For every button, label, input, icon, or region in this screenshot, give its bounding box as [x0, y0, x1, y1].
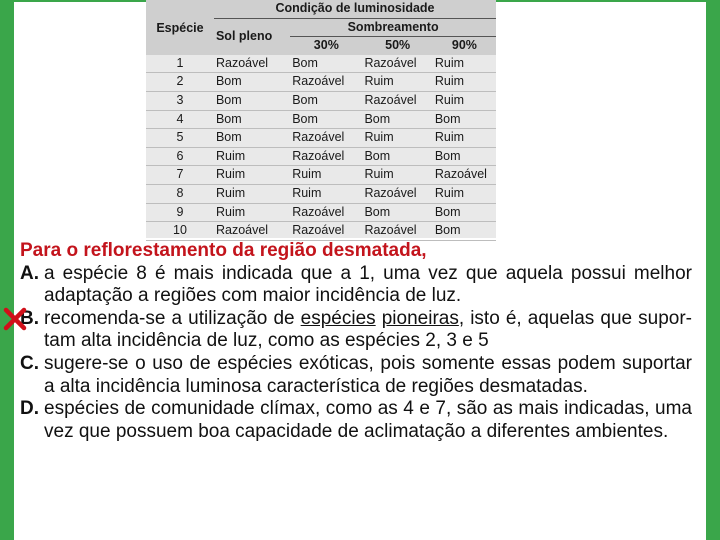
table-row [146, 129, 496, 148]
option-b[interactable] [20, 308, 692, 353]
cell-shade-90: Ruim [433, 91, 496, 110]
option-b-underlined-1: espécies [300, 307, 376, 329]
option-c-letter: C. [20, 352, 39, 374]
cell-shade-90: Ruim [433, 55, 496, 73]
cell-shade-30: Razoável [290, 129, 362, 148]
table-row [146, 110, 496, 129]
option-b-underlined-2: pioneiras [381, 307, 459, 329]
cell-shade-50: Bom [362, 203, 432, 222]
option-d-text: espécies de comunidade clímax, como as 4 e 7, são as mais indicadas, uma vez que possuem boa capacidade de aclimatação a diferentes ambientes. [44, 398, 692, 442]
table-row [146, 91, 496, 110]
cell-shade-90: Ruim [433, 184, 496, 203]
cell-shade-30: Bom [290, 91, 362, 110]
table-row [146, 222, 496, 241]
cell-full-sun: Razoável [214, 55, 290, 73]
cell-shade-90: Ruim [433, 129, 496, 148]
cell-species-number: 6 [146, 147, 214, 166]
x-mark-icon [2, 306, 28, 332]
cell-shade-90: Razoável [433, 166, 496, 185]
header-condition: Condição de luminosidade [214, 0, 496, 18]
cell-species-number: 1 [146, 55, 214, 73]
cell-shade-50: Ruim [362, 129, 432, 148]
cell-shade-90: Ruim [433, 73, 496, 92]
cell-full-sun: Bom [214, 110, 290, 129]
cell-shade-50: Razoável [362, 55, 432, 73]
cell-full-sun: Bom [214, 129, 290, 148]
option-d[interactable] [20, 398, 692, 443]
table-row [146, 55, 496, 73]
table-row [146, 166, 496, 185]
cell-shade-30: Ruim [290, 184, 362, 203]
cell-species-number: 3 [146, 91, 214, 110]
luminosity-table [146, 0, 496, 238]
option-b-text [44, 308, 692, 353]
cell-species-number: 9 [146, 203, 214, 222]
cell-shade-90: Bom [433, 110, 496, 129]
table-row [146, 203, 496, 222]
header-50: 50% [385, 38, 411, 53]
cell-full-sun: Bom [214, 91, 290, 110]
cell-species-number: 10 [146, 222, 214, 241]
question-text [20, 240, 692, 443]
cell-full-sun: Bom [214, 73, 290, 92]
cell-shade-50: Ruim [362, 73, 432, 92]
option-b-text-before: recomenda-se a utilização de [44, 307, 301, 329]
cell-full-sun: Ruim [214, 184, 290, 203]
cell-shade-30: Ruim [290, 166, 362, 185]
cell-shade-30: Bom [290, 55, 362, 73]
cell-species-number: 8 [146, 184, 214, 203]
cell-shade-90: Bom [433, 203, 496, 222]
header-species: Espécie [156, 21, 204, 35]
cell-shade-50: Razoável [362, 91, 432, 110]
option-d-letter: D. [20, 398, 39, 420]
cell-full-sun: Ruim [214, 203, 290, 222]
cell-full-sun: Ruim [214, 147, 290, 166]
table-row [146, 73, 496, 92]
cell-shade-50: Razoável [362, 184, 432, 203]
option-b-letter: B. [20, 307, 39, 329]
header-90: 90% [451, 38, 477, 53]
table-body [146, 55, 496, 240]
option-a-letter: A. [20, 262, 39, 284]
question-intro: Para o reflorestamento da região desmatada, [20, 240, 427, 261]
cell-shade-50: Razoável [362, 222, 432, 241]
cell-shade-30: Razoável [290, 73, 362, 92]
cell-shade-90: Bom [433, 222, 496, 241]
cell-full-sun: Ruim [214, 166, 290, 185]
cell-shade-50: Ruim [362, 166, 432, 185]
cell-shade-50: Bom [362, 110, 432, 129]
header-30: 30% [313, 38, 339, 53]
cell-shade-30: Razoável [290, 222, 362, 241]
cell-shade-30: Razoável [290, 147, 362, 166]
cell-species-number: 2 [146, 73, 214, 92]
option-a[interactable] [20, 263, 692, 308]
cell-shade-30: Bom [290, 110, 362, 129]
header-full-sun: Sol pleno [215, 28, 273, 43]
cell-species-number: 7 [146, 166, 214, 185]
cell-shade-30: Razoável [290, 203, 362, 222]
cell-species-number: 4 [146, 110, 214, 129]
cell-full-sun: Razoável [214, 222, 290, 241]
option-a-text: a espécie 8 é mais indicada que a 1, uma vez que aquela possui melhor adaptação a regiões com maior incidência de luz. [44, 262, 692, 307]
table-row [146, 147, 496, 166]
cell-shade-50: Bom [362, 147, 432, 166]
header-shading: Sombreamento [290, 18, 496, 37]
table-grid [146, 0, 496, 241]
option-c[interactable] [20, 353, 692, 398]
table-row [146, 184, 496, 203]
cell-species-number: 5 [146, 129, 214, 148]
cell-shade-90: Bom [433, 147, 496, 166]
option-c-text: sugere-se o uso de espécies exóticas, pois somente essas podem suportar a alta incidência luminosa característica de regiões desmatadas. [44, 352, 692, 397]
option-b-text-after: , isto é, aquelas que supor-tam alta incidência de luz, como as espécies 2, 3 e 5 [44, 307, 693, 352]
